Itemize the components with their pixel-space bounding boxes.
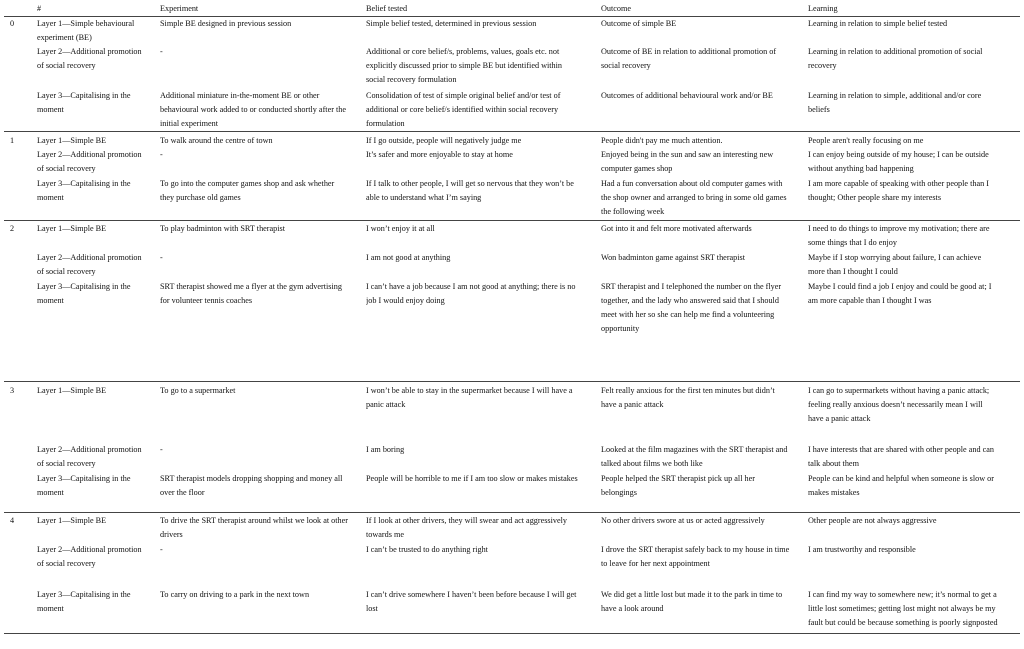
experiment-cell: Simple BE designed in previous session [160,19,292,28]
experiment-cell: - [160,545,163,554]
learning-cell: Learning in relation to simple belief tested [808,19,948,28]
experiment-cell: Additional miniature in-the-moment BE or other behavioural work added to or conducted shortly after the initial experiment [160,91,346,128]
layer-label: Layer 2—Additional promotion of social recovery [37,545,142,568]
outcome-cell: Had a fun conversation about old computer games with the shop owner and arranged to bring in some old games the following week [601,179,787,216]
layer-label: Layer 2—Additional promotion of social recovery [37,47,142,70]
layer-label: Layer 3—Capitalising in the moment [37,282,131,305]
experiment-cell: - [160,253,163,262]
layer-label: Layer 3—Capitalising in the moment [37,179,131,202]
layer-label: Layer 1—Simple BE [37,386,107,395]
layer-label: Layer 1—Simple BE [37,516,107,525]
outcome-cell: Looked at the film magazines with the SRT therapist and talked about films we both like [601,445,788,468]
layer-label: Layer 3—Capitalising in the moment [37,91,131,114]
learning-cell: Learning in relation to simple, additional and/or core beliefs [808,91,982,114]
learning-cell: People aren't really focusing on me [808,136,924,145]
outcome-cell: Outcome of simple BE [601,19,677,28]
belief-cell: I can’t drive somewhere I haven’t been before because I will get lost [366,590,577,613]
experiment-cell: - [160,47,163,56]
belief-cell: It’s safer and more enjoyable to stay at home [366,150,513,159]
layer-label: Layer 3—Capitalising in the moment [37,590,131,613]
learning-cell: I can go to supermarkets without having a panic attack; feeling really anxious doesn’t necessarily mean I will have a panic attack [808,386,990,423]
experiment-cell: To carry on driving to a park in the next town [160,590,310,599]
belief-cell: If I talk to other people, I will get so nervous that they won’t be able to understand what I’m saying [366,179,574,202]
layer-label: Layer 3—Capitalising in the moment [37,474,131,497]
learning-cell: I have interests that are shared with other people and can talk about them [808,445,994,468]
outcome-cell: Won badminton game against SRT therapist [601,253,746,262]
layer-label: Layer 1—Simple BE [37,136,107,145]
experiment-cell: - [160,150,163,159]
belief-cell: I am boring [366,445,405,454]
learning-cell: I am trustworthy and responsible [808,545,916,554]
learning-cell: Other people are not always aggressive [808,516,937,525]
experiment-cell: - [160,445,163,454]
outcome-cell: Got into it and felt more motivated afterwards [601,224,752,233]
row-divider [4,381,1020,382]
layer-label: Layer 1—Simple behavioural experiment (BE) [37,19,135,42]
table-bottom-rule [4,633,1020,634]
learning-cell: I am more capable of speaking with other people than I thought; Other people share my interests [808,179,989,202]
experiment-cell: To walk around the centre of town [160,136,273,145]
belief-cell: Additional or core belief/s, problems, values, goals etc. not explicitly discussed prior to simple BE but identified within social recovery formulation [366,47,563,84]
outcome-cell: Felt really anxious for the first ten minutes but didn’t have a panic attack [601,386,775,409]
belief-cell: I won’t enjoy it at all [366,224,435,233]
experiment-cell: SRT therapist models dropping shopping and money all over the floor [160,474,343,497]
header-experiment: Experiment [160,4,199,13]
row-divider [4,131,1020,132]
experiment-cell: To go into the computer games shop and ask whether they purchase old games [160,179,335,202]
belief-cell: If I look at other drivers, they will swear and act aggressively towards me [366,516,567,539]
row-divider [4,220,1020,221]
experiment-cell: To go to a supermarket [160,386,236,395]
learning-cell: I can enjoy being outside of my house; I can be outside without anything bad happening [808,150,989,173]
belief-cell: I am not good at anything [366,253,451,262]
outcome-cell: We did get a little lost but made it to the park in time to have a look around [601,590,783,613]
outcome-cell: Outcomes of additional behavioural work and/or BE [601,91,773,100]
header-outcome: Outcome [601,4,632,13]
row-number: 4 [10,516,15,525]
learning-cell: Maybe I could find a job I enjoy and could be good at; I am more capable than I thought I was [808,282,992,305]
row-number: 1 [10,136,15,145]
experiment-cell: SRT therapist showed me a flyer at the gym advertising for volunteer tennis coaches [160,282,342,305]
learning-cell: I can find my way to somewhere new; it’s normal to get a little lost sometimes; getting lost might not always be my fault but could be because something is poorly signposted [808,590,998,627]
row-number: 3 [10,386,15,395]
belief-cell: I can’t have a job because I am not good at anything; there is no job I would enjoy doing [366,282,576,305]
belief-cell: People will be horrible to me if I am too slow or makes mistakes [366,474,578,483]
header-learning: Learning [808,4,838,13]
layer-label: Layer 2—Additional promotion of social recovery [37,445,142,468]
layer-label: Layer 2—Additional promotion of social recovery [37,150,142,173]
belief-cell: Simple belief tested, determined in previous session [366,19,537,28]
outcome-cell: Outcome of BE in relation to additional promotion of social recovery [601,47,777,70]
belief-cell: If I go outside, people will negatively judge me [366,136,522,145]
outcome-cell: People didn't pay me much attention. [601,136,723,145]
row-divider [4,512,1020,513]
belief-cell: Consolidation of test of simple original belief and/or test of additional or core belief/s identified within social recovery formulation [366,91,561,128]
header-belief-tested: Belief tested [366,4,408,13]
experiment-cell: To drive the SRT therapist around whilst we look at other drivers [160,516,348,539]
outcome-cell: People helped the SRT therapist pick up all her belongings [601,474,755,497]
outcome-cell: No other drivers swore at us or acted aggressively [601,516,765,525]
outcome-cell: Enjoyed being in the sun and saw an interesting new computer games shop [601,150,774,173]
row-number: 0 [10,19,15,28]
row-number: 2 [10,224,15,233]
header-number: # [37,4,42,13]
learning-cell: People can be kind and helpful when someone is slow or makes mistakes [808,474,994,497]
layer-label: Layer 2—Additional promotion of social recovery [37,253,142,276]
belief-cell: I won’t be able to stay in the supermarket because I will have a panic attack [366,386,573,409]
learning-cell: Learning in relation to additional promotion of social recovery [808,47,983,70]
belief-cell: I can’t be trusted to do anything right [366,545,488,554]
outcome-cell: I drove the SRT therapist safely back to my house in time to leave for her next appointment [601,545,790,568]
layer-label: Layer 1—Simple BE [37,224,107,233]
outcome-cell: SRT therapist and I telephoned the number on the flyer together, and the lady who answered said that I should meet with her so she can help me find a volunteering opportunity [601,282,782,333]
learning-cell: I need to do things to improve my motivation; there are some things that I do enjoy [808,224,990,247]
learning-cell: Maybe if I stop worrying about failure, I can achieve more than I thought I could [808,253,982,276]
experiment-cell: To play badminton with SRT therapist [160,224,285,233]
